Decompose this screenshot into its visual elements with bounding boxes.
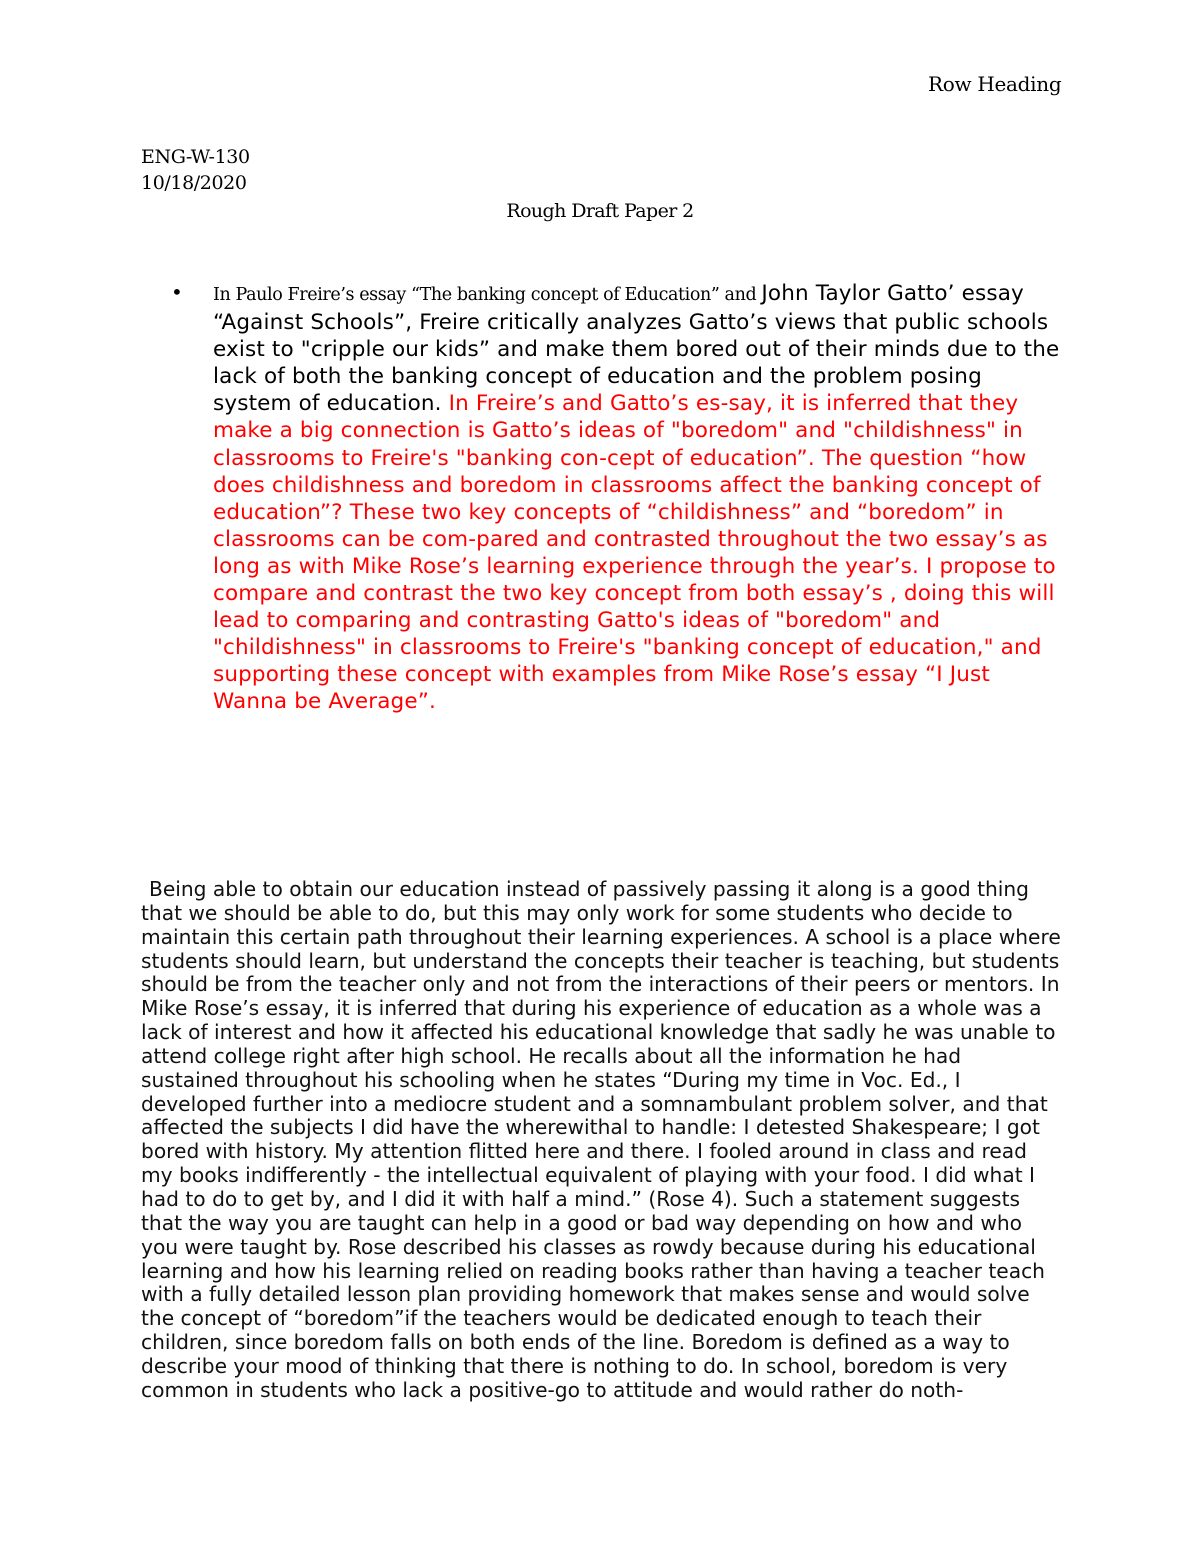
date: 10/18/2020	[141, 172, 247, 194]
thesis-lead-serif: In Paulo Freire’s essay “The banking concept of Education” and	[213, 285, 762, 305]
running-head: Row Heading	[928, 72, 1062, 96]
page-title: Rough Draft Paper 2	[506, 200, 694, 222]
body-paragraph: Being able to obtain our education instead of passively passing it along is a good thing that we should be able to do, but this may only work for some students who decide to maintain this certain path throughout their learning experiences. A school is a place where students should learn, but understand the concepts their teacher is teaching, but students should be from the teacher only and not from the interactions of their peers or mentors. In Mike Rose’s essay, it is inferred that during his experience of education as a whole was a lack of interest and how it affected his educational knowledge that sadly he was unable to attend college right after high school. He recalls about all the information he had sustained throughout his schooling when he states “During my time in Voc. Ed., I developed further into a mediocre student and a somnambulant problem solver, and that affected the subjects I did have the wherewithal to handle: I detested Shakespeare; I got bored with history. My attention flitted here and there. I fooled around in class and read my books indifferently - the intellectual equivalent of playing with your food. I did what I had to do to get by, and I did it with half a mind.” (Rose 4). Such a statement suggests that the way you are taught can help in a good or bad way depending on how and who you were taught by. Rose described his classes as rowdy because during his educational learning and how his learning relied on reading books rather than having a teacher teach with a fully detailed lesson plan providing homework that makes sense and would solve the concept of “boredom”if the teachers would be dedicated enough to teach their children, since boredom falls on both ends of the line. Boredom is defined as a way to describe your mood of thinking that there is nothing to do. In school, boredom is very common in students who lack a positive-go to attitude and would rather do noth-	[141, 877, 1061, 1402]
thesis-bullet-item	[213, 280, 1063, 716]
bullet-marker: •	[171, 280, 183, 304]
thesis-highlighted-text: In Freire’s and Gatto’s es-say, it is inferred that they make a big connection is Gatto’s ideas of "boredom" and "childishness" in classrooms to Freire's "banking con-cept of education”. The question “how does childishness and boredom in classrooms affect the banking concept of education”? These two key concepts of “childishness” and “boredom” in classrooms can be com-pared and contrasted throughout the two essay’s as long as with Mike Rose’s learning experience through the year’s. I propose to compare and contrast the two key concept from both essay’s , doing this will lead to comparing and contrasting Gatto's ideas of "boredom" and "childishness" in classrooms to Freire's "banking concept of education," and supporting these concept with examples from Mike Rose’s essay “I Just Wanna be Average”.	[213, 391, 1056, 715]
thesis-lead-sans: John Taylor Gatto’ essay “Against Schools”, Freire critically analyzes Gatto’s views that public schools exist to "cripple our kids” and make them bored out of their minds due to the lack of both the banking concept of education and the problem posing system of education.	[213, 281, 1060, 417]
course-code: ENG-W-130	[141, 146, 250, 168]
